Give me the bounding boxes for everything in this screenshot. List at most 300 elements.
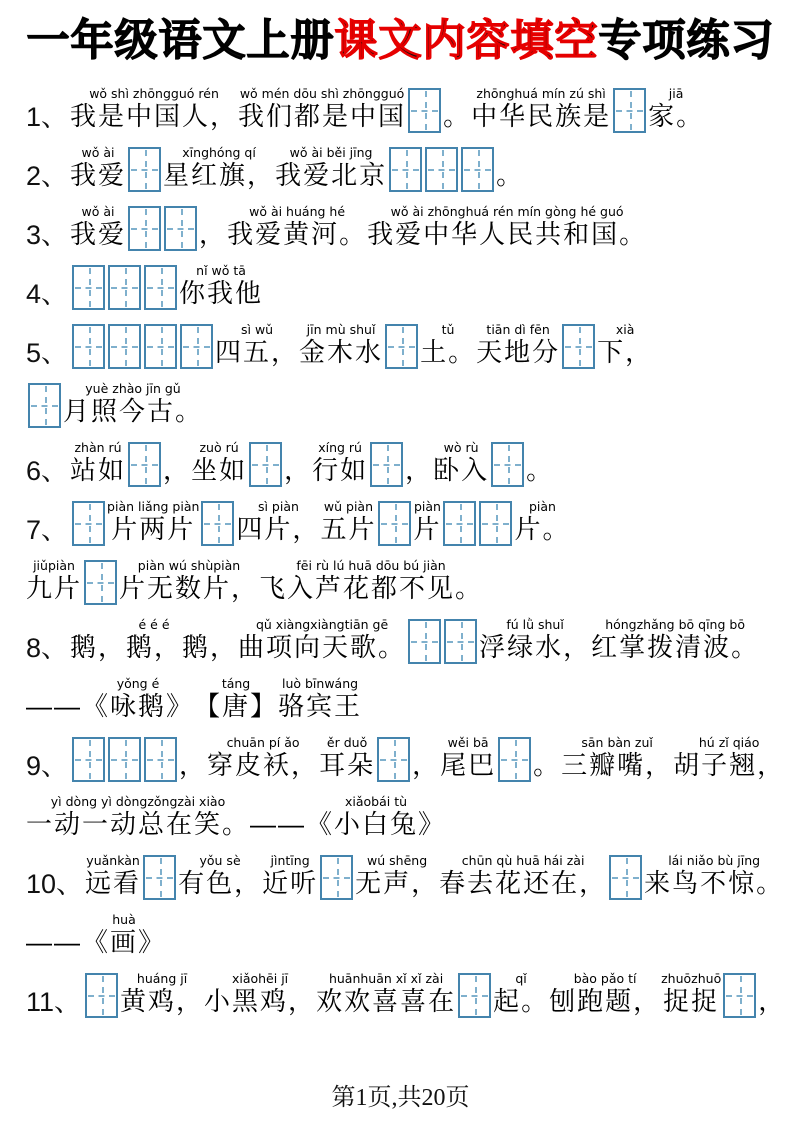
pinyin-hanzi-unit bbox=[355, 853, 439, 899]
hanzi-text: 起。 bbox=[493, 986, 550, 1017]
pinyin-hanzi-unit bbox=[179, 263, 263, 309]
pinyin-hanzi-unit bbox=[275, 145, 387, 191]
title-part1: 一年级语文上册 bbox=[26, 18, 335, 65]
grid-box bbox=[378, 501, 411, 546]
grid-box-dashed-vertical bbox=[475, 976, 477, 1015]
hanzi-text: 三瓣嘴， bbox=[561, 750, 674, 781]
grid-box-dashed-vertical bbox=[89, 327, 91, 366]
pinyin-hanzi-unit bbox=[644, 853, 784, 899]
hanzi-text: 捉捉 bbox=[663, 986, 720, 1017]
pinyin-text: tǔ bbox=[441, 322, 455, 338]
hanzi-text: 土。 bbox=[420, 337, 477, 368]
grid-box-dashed-vertical bbox=[579, 327, 581, 366]
pinyin-hanzi-unit bbox=[238, 617, 406, 663]
item-number: 7、 bbox=[26, 514, 69, 545]
grid-box bbox=[144, 265, 177, 310]
hanzi-text: ， bbox=[163, 455, 192, 486]
answer-box-group bbox=[85, 973, 118, 1018]
pinyin-hanzi-unit bbox=[278, 676, 362, 722]
grid-box-dashed-vertical bbox=[442, 150, 444, 189]
pinyin-text: qǐ bbox=[515, 971, 527, 987]
pinyin-text: sì wǔ bbox=[240, 322, 274, 338]
pinyin-text: chuān pí ǎo bbox=[226, 735, 300, 751]
pinyin-hanzi-unit bbox=[493, 971, 549, 1017]
hanzi-text: ， bbox=[758, 986, 787, 1017]
hanzi-text: 九片 bbox=[26, 573, 83, 604]
answer-box-group bbox=[128, 147, 161, 192]
item-number: 9、 bbox=[26, 750, 69, 781]
pinyin-text: zhàn rú bbox=[74, 440, 122, 456]
worksheet-body bbox=[26, 78, 787, 1071]
hanzi-text: 耳朵 bbox=[319, 750, 376, 781]
worksheet-line bbox=[26, 196, 775, 251]
pinyin-hanzi-unit bbox=[26, 912, 82, 958]
pinyin-text: yǒng é bbox=[116, 676, 160, 692]
grid-box-dashed-vertical bbox=[145, 445, 147, 484]
pinyin-text: fú lǜ shuǐ bbox=[506, 617, 564, 633]
grid-box bbox=[498, 737, 531, 782]
grid-box bbox=[84, 560, 117, 605]
grid-box bbox=[72, 737, 105, 782]
item-number: 5、 bbox=[26, 337, 69, 368]
hanzi-text: 我爱 bbox=[70, 160, 127, 191]
hanzi-text: 浮绿水， bbox=[479, 632, 592, 663]
answer-box-group bbox=[28, 383, 61, 428]
hanzi-text: 坐如 bbox=[191, 455, 248, 486]
hanzi-text: 无声， bbox=[355, 868, 440, 899]
title-part2-red: 课文内容填空 bbox=[334, 18, 599, 65]
pinyin-hanzi-unit bbox=[70, 204, 126, 250]
hanzi-text: 有色， bbox=[178, 868, 263, 899]
pinyin-hanzi-unit bbox=[319, 735, 375, 781]
hanzi-text: 五片 bbox=[320, 514, 377, 545]
pinyin-hanzi-unit bbox=[120, 971, 204, 1017]
grid-box-dashed-vertical bbox=[145, 209, 147, 248]
item-number: 1、 bbox=[26, 101, 69, 132]
pinyin-hanzi-unit bbox=[70, 86, 238, 132]
grid-box bbox=[72, 324, 105, 369]
answer-box-group bbox=[201, 501, 234, 546]
pinyin-hanzi-unit bbox=[191, 440, 247, 486]
grid-box bbox=[128, 442, 161, 487]
item-number: 2、 bbox=[26, 160, 69, 191]
page-number: 第1页,共20页 bbox=[331, 1085, 470, 1111]
worksheet-line bbox=[26, 78, 775, 133]
pinyin-hanzi-unit bbox=[420, 322, 476, 368]
grid-box-dashed-vertical bbox=[515, 740, 517, 779]
answer-box-group bbox=[370, 442, 403, 487]
pinyin-hanzi-unit bbox=[443, 86, 471, 132]
item-number: 3、 bbox=[26, 219, 69, 250]
grid-box bbox=[144, 324, 177, 369]
pinyin-hanzi-unit bbox=[648, 86, 704, 132]
hanzi-text: 站如 bbox=[70, 455, 127, 486]
grid-box bbox=[425, 147, 458, 192]
grid-box-dashed-vertical bbox=[425, 91, 427, 130]
hanzi-text: 《咏鹅》 bbox=[82, 691, 195, 722]
hanzi-text: 中华民族是 bbox=[471, 101, 612, 132]
pinyin-text: piàn wú shùpiàn bbox=[137, 558, 241, 574]
pinyin-hanzi-unit bbox=[413, 499, 441, 545]
pinyin-hanzi-unit bbox=[433, 440, 489, 486]
answer-box-group bbox=[378, 501, 411, 546]
grid-box-dashed-vertical bbox=[125, 740, 127, 779]
pinyin-text: xíng rú bbox=[318, 440, 362, 456]
pinyin-text: wǒ shì zhōngguó rén bbox=[89, 86, 219, 102]
pinyin-hanzi-unit bbox=[82, 912, 166, 958]
hanzi-text: 春去花还在， bbox=[439, 868, 608, 899]
hanzi-text: 曲项向天歌。 bbox=[238, 632, 407, 663]
pinyin-hanzi-unit bbox=[194, 676, 278, 722]
hanzi-text: 我爱中华人民共和国。 bbox=[367, 219, 648, 250]
pinyin-hanzi-unit bbox=[26, 794, 250, 840]
worksheet-line bbox=[26, 668, 775, 723]
worksheet-line bbox=[26, 491, 775, 546]
hanzi-text: 我是中国人， bbox=[70, 101, 239, 132]
pinyin-text: zhōnghuá mín zú shì bbox=[476, 86, 606, 102]
pinyin-text: sì piàn bbox=[257, 499, 299, 515]
pinyin-hanzi-unit bbox=[70, 617, 238, 663]
page-title bbox=[26, 16, 775, 68]
item-number: 10、 bbox=[26, 868, 84, 899]
answer-box-group bbox=[72, 501, 105, 546]
grid-box bbox=[180, 324, 213, 369]
pinyin-hanzi-unit bbox=[549, 971, 661, 1017]
answer-box-group bbox=[128, 442, 161, 487]
pinyin-hanzi-unit bbox=[82, 676, 194, 722]
grid-box bbox=[385, 324, 418, 369]
pinyin-text: wǒ ài zhōnghuá rén mín gòng hé guó bbox=[390, 204, 624, 220]
hanzi-text: 金木水 bbox=[299, 337, 384, 368]
pinyin-hanzi-unit bbox=[199, 204, 227, 250]
pinyin-text: hóngzhǎng bō qīng bō bbox=[605, 617, 745, 633]
grid-box-dashed-vertical bbox=[218, 504, 220, 543]
pinyin-hanzi-unit bbox=[496, 145, 524, 191]
grid-box bbox=[108, 737, 141, 782]
hanzi-text: ， bbox=[179, 750, 208, 781]
answer-box-group bbox=[72, 737, 177, 782]
pinyin-text: yǒu sè bbox=[199, 853, 241, 869]
hanzi-text: 。 bbox=[496, 160, 525, 191]
pinyin-hanzi-unit bbox=[440, 735, 496, 781]
hanzi-text: 下， bbox=[597, 337, 654, 368]
hanzi-text: 。 bbox=[533, 750, 562, 781]
pinyin-text: piàn bbox=[413, 499, 441, 515]
grid-box-dashed-vertical bbox=[402, 327, 404, 366]
answer-box-group bbox=[491, 442, 524, 487]
answer-box-group bbox=[498, 737, 531, 782]
answer-box-group bbox=[723, 973, 756, 1018]
answer-box-group bbox=[72, 324, 213, 369]
item-number: 4、 bbox=[26, 278, 69, 309]
pinyin-text: yuǎnkàn bbox=[86, 853, 140, 869]
hanzi-text: 月照今古。 bbox=[63, 396, 204, 427]
grid-box-dashed-vertical bbox=[89, 268, 91, 307]
pinyin-text: sān bàn zuǐ bbox=[581, 735, 653, 751]
pinyin-text: zhuōzhuō bbox=[661, 971, 722, 987]
answer-box-group bbox=[320, 855, 353, 900]
pinyin-hanzi-unit bbox=[259, 558, 483, 604]
pinyin-hanzi-unit bbox=[26, 676, 82, 722]
hanzi-text: 星红旗， bbox=[163, 160, 276, 191]
grid-box-dashed-vertical bbox=[125, 327, 127, 366]
grid-box bbox=[408, 619, 441, 664]
hanzi-text: 四五， bbox=[215, 337, 300, 368]
hanzi-text: 卧入 bbox=[433, 455, 490, 486]
pinyin-hanzi-unit bbox=[119, 558, 259, 604]
pinyin-text: chūn qù huā hái zài bbox=[461, 853, 585, 869]
grid-box-dashed-vertical bbox=[337, 858, 339, 897]
grid-box-dashed-vertical bbox=[508, 445, 510, 484]
pinyin-hanzi-unit bbox=[320, 499, 376, 545]
grid-box-dashed-vertical bbox=[101, 563, 103, 602]
pinyin-hanzi-unit bbox=[178, 853, 262, 899]
pinyin-text: nǐ wǒ tā bbox=[196, 263, 246, 279]
worksheet-line bbox=[26, 786, 775, 841]
pinyin-hanzi-unit bbox=[207, 735, 319, 781]
hanzi-text: 我爱北京 bbox=[275, 160, 388, 191]
pinyin-hanzi-unit bbox=[476, 322, 560, 368]
grid-box-dashed-vertical bbox=[181, 209, 183, 248]
grid-box-dashed-vertical bbox=[630, 91, 632, 130]
worksheet-line bbox=[26, 845, 785, 900]
worksheet-line bbox=[26, 373, 775, 428]
worksheet-line bbox=[26, 137, 775, 192]
worksheet-line bbox=[26, 727, 786, 782]
pinyin-text: xiǎobái tù bbox=[345, 794, 408, 810]
grid-box-dashed-vertical bbox=[496, 504, 498, 543]
pinyin-text: bào pǎo tí bbox=[573, 971, 637, 987]
pinyin-text: xià bbox=[615, 322, 635, 338]
pinyin-hanzi-unit bbox=[163, 145, 275, 191]
hanzi-text: 【唐】 bbox=[194, 691, 279, 722]
grid-box-dashed-vertical bbox=[266, 445, 268, 484]
grid-box-dashed-vertical bbox=[478, 150, 480, 189]
pinyin-text: é é é bbox=[138, 617, 170, 633]
hanzi-text: 尾巴 bbox=[440, 750, 497, 781]
hanzi-text: 天地分 bbox=[476, 337, 561, 368]
answer-box-group bbox=[613, 88, 646, 133]
answer-box-group bbox=[249, 442, 282, 487]
hanzi-text: 四片， bbox=[236, 514, 321, 545]
grid-box bbox=[108, 265, 141, 310]
pinyin-text: yì dòng yì dòngzǒngzài xiào bbox=[50, 794, 226, 810]
pinyin-text: jìntīng bbox=[270, 853, 310, 869]
grid-box-dashed-vertical bbox=[197, 327, 199, 366]
pinyin-hanzi-unit bbox=[26, 558, 82, 604]
grid-box bbox=[408, 88, 441, 133]
pinyin-hanzi-unit bbox=[312, 440, 368, 486]
pinyin-hanzi-unit bbox=[661, 971, 721, 1017]
hanzi-text: 近听 bbox=[262, 868, 319, 899]
pinyin-text: jiā bbox=[668, 86, 684, 102]
pinyin-hanzi-unit bbox=[306, 794, 446, 840]
pinyin-text: lái niǎo bù jīng bbox=[668, 853, 761, 869]
hanzi-text: 行如 bbox=[312, 455, 369, 486]
pinyin-hanzi-unit bbox=[439, 853, 607, 899]
grid-box-dashed-vertical bbox=[161, 327, 163, 366]
grid-box bbox=[444, 619, 477, 664]
hanzi-text: 我爱 bbox=[70, 219, 127, 250]
pinyin-text: wǒ ài huáng hé bbox=[249, 204, 346, 220]
hanzi-text: 飞入芦花都不见。 bbox=[259, 573, 484, 604]
hanzi-text: 家。 bbox=[648, 101, 705, 132]
grid-box bbox=[479, 501, 512, 546]
pinyin-text: huáng jī bbox=[136, 971, 188, 987]
grid-box bbox=[201, 501, 234, 546]
pinyin-hanzi-unit bbox=[85, 853, 141, 899]
hanzi-text: 片。 bbox=[514, 514, 571, 545]
grid-box-dashed-vertical bbox=[395, 504, 397, 543]
pinyin-hanzi-unit bbox=[514, 499, 570, 545]
pinyin-hanzi-unit bbox=[204, 971, 316, 1017]
grid-box-dashed-vertical bbox=[145, 150, 147, 189]
grid-box-dashed-vertical bbox=[740, 976, 742, 1015]
worksheet-line bbox=[26, 550, 775, 605]
answer-box-group bbox=[389, 147, 494, 192]
grid-box-dashed-vertical bbox=[161, 740, 163, 779]
hanzi-text: 片无数片， bbox=[119, 573, 260, 604]
pinyin-hanzi-unit bbox=[412, 735, 440, 781]
worksheet-line bbox=[26, 904, 775, 959]
answer-box-group bbox=[385, 324, 418, 369]
hanzi-text: 远看 bbox=[85, 868, 142, 899]
pinyin-text: luò bīnwáng bbox=[281, 676, 359, 692]
worksheet-line bbox=[26, 963, 787, 1018]
pinyin-hanzi-unit bbox=[284, 440, 312, 486]
hanzi-text: 。 bbox=[526, 455, 555, 486]
pinyin-text: táng bbox=[221, 676, 251, 692]
hanzi-text: 穿皮袄， bbox=[207, 750, 320, 781]
grid-box bbox=[108, 324, 141, 369]
hanzi-text: ， bbox=[412, 750, 441, 781]
pinyin-hanzi-unit bbox=[561, 735, 673, 781]
pinyin-hanzi-unit bbox=[70, 145, 126, 191]
grid-box-dashed-vertical bbox=[161, 268, 163, 307]
hanzi-text: —— bbox=[250, 809, 307, 840]
grid-box bbox=[72, 265, 105, 310]
pinyin-hanzi-unit bbox=[236, 499, 320, 545]
pinyin-text: wǔ piàn bbox=[323, 499, 373, 515]
pinyin-hanzi-unit bbox=[63, 381, 203, 427]
hanzi-text: 来鸟不惊。 bbox=[644, 868, 785, 899]
answer-box-group bbox=[408, 88, 441, 133]
pinyin-hanzi-unit bbox=[526, 440, 554, 486]
answer-box-group bbox=[143, 855, 176, 900]
worksheet-line bbox=[26, 609, 775, 664]
pinyin-text: yuè zhào jīn gǔ bbox=[85, 381, 181, 397]
answer-box-group bbox=[72, 265, 177, 310]
answer-box-group bbox=[128, 206, 197, 251]
pinyin-text: wò rù bbox=[443, 440, 479, 456]
pinyin-hanzi-unit bbox=[405, 440, 433, 486]
pinyin-text: piàn liǎng piàn bbox=[107, 499, 200, 515]
pinyin-hanzi-unit bbox=[316, 971, 456, 1017]
grid-box bbox=[249, 442, 282, 487]
hanzi-text: 。 bbox=[443, 101, 472, 132]
hanzi-text: 红掌拨清波。 bbox=[591, 632, 760, 663]
pinyin-hanzi-unit bbox=[479, 617, 591, 663]
grid-box-dashed-vertical bbox=[460, 504, 462, 543]
hanzi-text: —— bbox=[26, 927, 82, 958]
pinyin-text: qǔ xiàngxiàngtiān gē bbox=[255, 617, 389, 633]
pinyin-text: huà bbox=[112, 912, 136, 928]
worksheet-line bbox=[26, 432, 775, 487]
hanzi-text: 小黑鸡， bbox=[204, 986, 317, 1017]
answer-box-group bbox=[458, 973, 491, 1018]
hanzi-text: ， bbox=[405, 455, 434, 486]
grid-box bbox=[377, 737, 410, 782]
pinyin-text: wǒ ài běi jīng bbox=[289, 145, 373, 161]
hanzi-text: 你我他 bbox=[179, 278, 264, 309]
grid-box-dashed-vertical bbox=[125, 268, 127, 307]
hanzi-text: 《画》 bbox=[82, 927, 167, 958]
grid-box bbox=[370, 442, 403, 487]
pinyin-text: jīn mù shuǐ bbox=[306, 322, 376, 338]
grid-box bbox=[491, 442, 524, 487]
pinyin-text: huānhuān xǐ xǐ zài bbox=[328, 971, 444, 987]
pinyin-hanzi-unit bbox=[250, 794, 306, 840]
hanzi-text: 一动一动总在笑。 bbox=[26, 809, 251, 840]
pinyin-hanzi-unit bbox=[70, 440, 126, 486]
answer-box-group bbox=[609, 855, 642, 900]
hanzi-text: 我们都是中国 bbox=[238, 101, 407, 132]
pinyin-hanzi-unit bbox=[238, 86, 406, 132]
grid-box bbox=[72, 501, 105, 546]
answer-box-group bbox=[443, 501, 512, 546]
pinyin-hanzi-unit bbox=[262, 853, 318, 899]
pinyin-hanzi-unit bbox=[471, 86, 611, 132]
pinyin-text: hú zǐ qiáo bbox=[698, 735, 760, 751]
pinyin-text: xiǎohēi jī bbox=[231, 971, 289, 987]
grid-box bbox=[128, 147, 161, 192]
hanzi-text: 欢欢喜喜在 bbox=[316, 986, 457, 1017]
title-part3: 专项练习 bbox=[598, 18, 775, 65]
hanzi-text: 我爱黄河。 bbox=[227, 219, 368, 250]
pinyin-text: wǒ ài bbox=[81, 145, 115, 161]
grid-box-dashed-vertical bbox=[461, 622, 463, 661]
grid-box bbox=[458, 973, 491, 1018]
hanzi-text: 片两片 bbox=[111, 514, 196, 545]
answer-box-group bbox=[377, 737, 410, 782]
pinyin-text: wǒ mén dōu shì zhōngguó bbox=[239, 86, 405, 102]
grid-box-dashed-vertical bbox=[89, 504, 91, 543]
pinyin-hanzi-unit bbox=[597, 322, 653, 368]
pinyin-text: zuò rú bbox=[199, 440, 239, 456]
hanzi-text: —— bbox=[26, 691, 82, 722]
grid-box-dashed-vertical bbox=[160, 858, 162, 897]
pinyin-text: jiǔpiàn bbox=[33, 558, 75, 574]
hanzi-text: ， bbox=[199, 219, 228, 250]
answer-box-group bbox=[562, 324, 595, 369]
hanzi-text: 黄鸡， bbox=[120, 986, 205, 1017]
grid-box-dashed-vertical bbox=[102, 976, 104, 1015]
pinyin-text: wú shēng bbox=[367, 853, 428, 869]
pinyin-text: tiān dì fēn bbox=[486, 322, 550, 338]
pinyin-hanzi-unit bbox=[367, 204, 647, 250]
grid-box bbox=[164, 206, 197, 251]
grid-box bbox=[128, 206, 161, 251]
hanzi-text: 刨跑题， bbox=[549, 986, 662, 1017]
pinyin-hanzi-unit bbox=[227, 204, 367, 250]
grid-box bbox=[28, 383, 61, 428]
pinyin-text: ěr duǒ bbox=[326, 735, 368, 751]
hanzi-text: ， bbox=[284, 455, 313, 486]
answer-box-group bbox=[408, 619, 477, 664]
item-number: 6、 bbox=[26, 455, 69, 486]
grid-box-dashed-vertical bbox=[394, 740, 396, 779]
grid-box bbox=[389, 147, 422, 192]
